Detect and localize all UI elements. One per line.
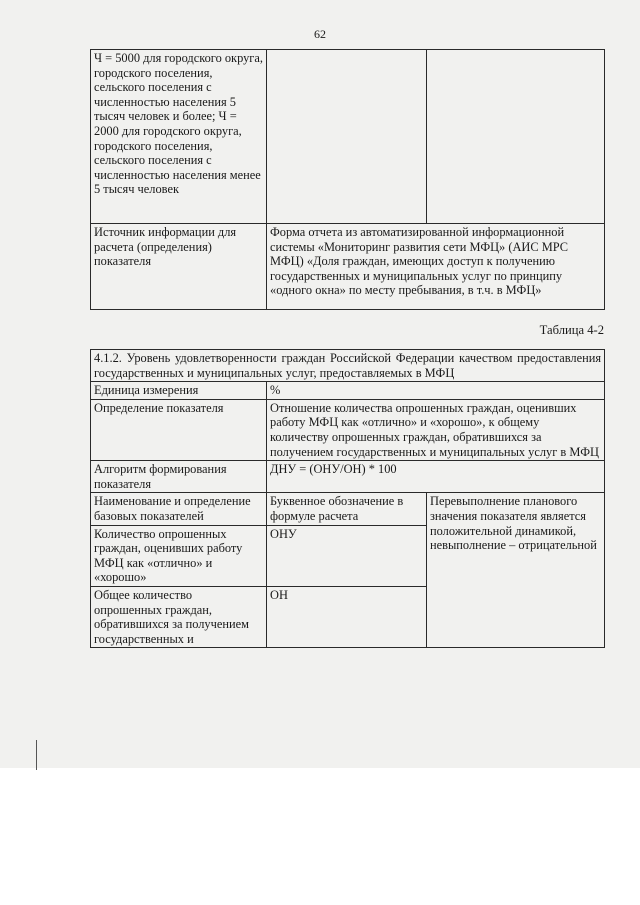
table-cell: Форма отчета из автоматизированной информационной системы «Мониторинг развития сети МФЦ» (АИС МРС МФЦ) «Доля граждан, имеющих доступ к получению государственных и муниципальных услуг по принципу «одного окна» по месту пребывания, в т.ч. в МФЦ» xyxy=(267,224,605,310)
table-row xyxy=(91,50,605,224)
scan-edge-mark xyxy=(36,740,37,770)
table-row xyxy=(91,350,605,382)
table-caption: Таблица 4-2 xyxy=(539,323,604,337)
table-cell: Источник информации для расчета (определения) показателя xyxy=(91,224,267,310)
table-cell: Ч = 5000 для городского округа, городского поселения, сельского поселения с численностью населения 5 тысяч человек и более; Ч = 2000 для городского округа, городского поселения, сельского поселения с численностью населения менее 5 тысяч человек xyxy=(91,50,267,224)
indicator-table-continued xyxy=(90,49,605,310)
table-cell xyxy=(427,50,605,224)
table-cell: Наименование и определение базовых показателей xyxy=(91,493,267,525)
table-cell: % xyxy=(267,382,605,400)
page-number: 62 xyxy=(314,27,326,41)
table-cell: Алгоритм формирования показателя xyxy=(91,461,267,493)
table-cell: ОНУ xyxy=(267,525,427,586)
table-row xyxy=(91,493,605,525)
table-cell xyxy=(267,50,427,224)
table-cell: ДНУ = (ОНУ/ОН) * 100 xyxy=(267,461,605,493)
table-row xyxy=(91,224,605,310)
table-cell: Количество опрошенных граждан, оценивших работу МФЦ как «отлично» и «хорошо» xyxy=(91,525,267,586)
table-cell: Общее количество опрошенных граждан, обратившихся за получением государственных и xyxy=(91,586,267,647)
table-cell: Буквенное обозначение в формуле расчета xyxy=(267,493,427,525)
table-cell: ОН xyxy=(267,586,427,647)
table-cell: Определение показателя xyxy=(91,399,267,460)
table-cell: Отношение количества опрошенных граждан, оценивших работу МФЦ как «отлично» и «хорошо», к общему количеству опрошенных граждан, обратившихся за получением государственных и муниципальных услуг в МФЦ xyxy=(267,399,605,460)
table-row xyxy=(91,461,605,493)
indicator-table xyxy=(90,349,605,648)
table-row xyxy=(91,382,605,400)
table-cell: Перевыполнение планового значения показателя является положительной динамикой, невыполнение – отрицательной xyxy=(427,493,605,648)
indicator-title: 4.1.2. Уровень удовлетворенности граждан Российской Федерации качеством предоставления государственных и муниципальных услуг, предоставляемых в МФЦ xyxy=(91,350,605,382)
table-cell: Единица измерения xyxy=(91,382,267,400)
table-row xyxy=(91,399,605,460)
